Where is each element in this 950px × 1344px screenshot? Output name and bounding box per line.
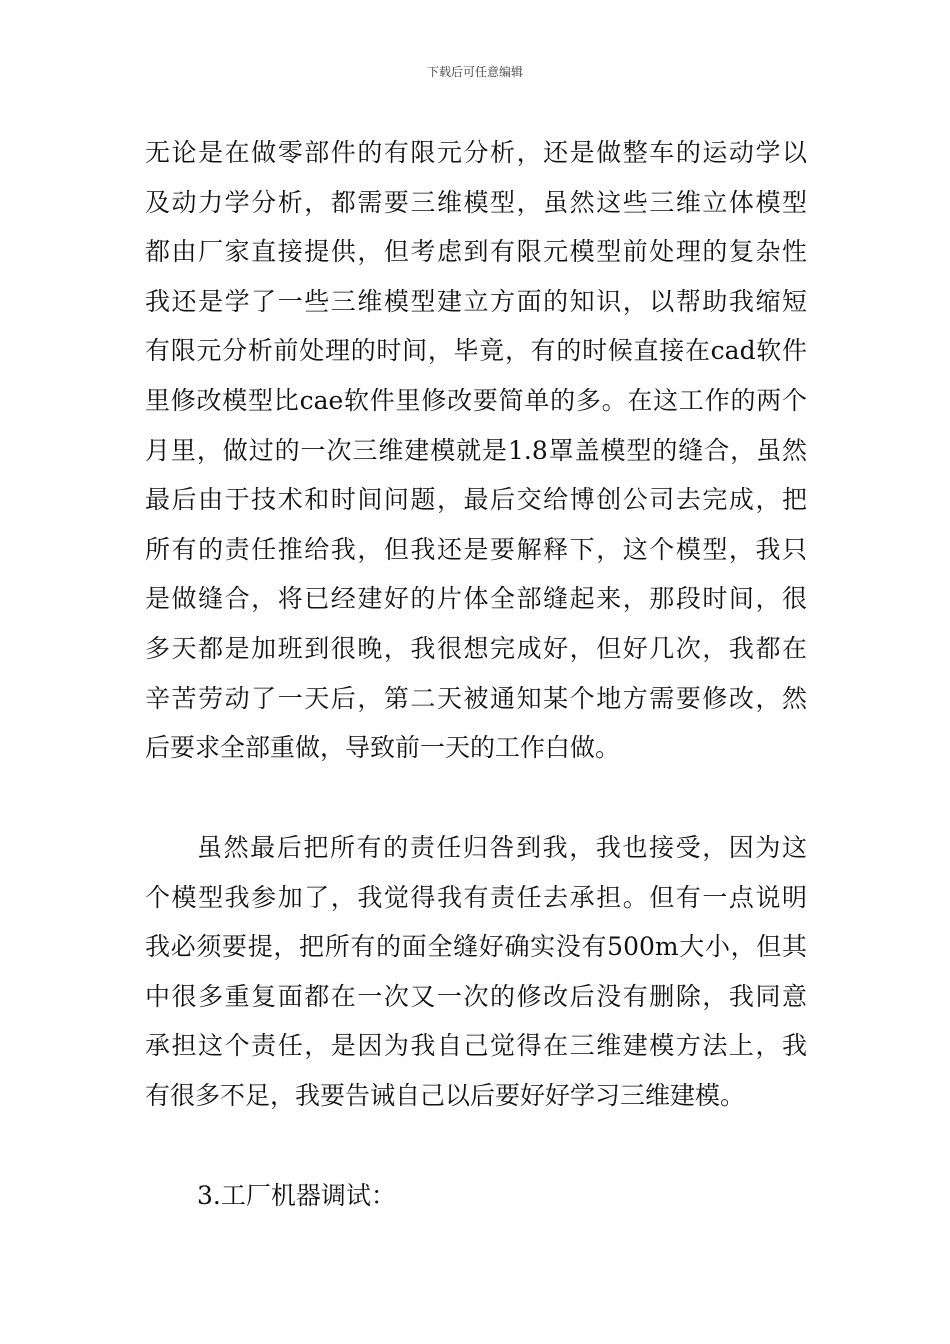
text-line: 我还是学了一些三维模型建立方面的知识，以帮助我缩短 [145,286,807,316]
section-heading [145,1171,807,1221]
text-line: 个模型我参加了，我觉得我有责任去承担。但有一点说明 [145,882,807,912]
text-line: 月里，做过的一次三维建模就是1.8罩盖模型的缝合，虽然 [145,435,807,465]
text-line: 及动力学分析，都需要三维模型，虽然这些三维立体模型 [145,187,807,217]
text-line: 我必须要提，把所有的面全缝好确实没有500m大小，但其 [145,932,807,962]
page-header: 下载后可任意编辑 [426,65,523,79]
heading-text: 3.工厂机器调试： [197,1181,396,1210]
paragraph-2 [145,823,807,1121]
text-line: 里修改模型比cae软件里修改要简单的多。在这工作的两个 [145,385,807,415]
text-line: 有限元分析前处理的时间，毕竟，有的时候直接在cad软件 [145,336,807,366]
text-line: 都由厂家直接提供，但考虑到有限元模型前处理的复杂性 [145,237,807,267]
text-line: 辛苦劳动了一天后，第二天被通知某个地方需要修改，然 [145,683,807,713]
text-line: 是做缝合，将已经建好的片体全部缝起来，那段时间，很 [145,584,807,614]
text-line: 虽然最后把所有的责任归咎到我，我也接受，因为这 [197,833,807,862]
text-line: 最后由于技术和时间问题，最后交给博创公司去完成，把 [145,485,807,515]
paragraph-1 [145,128,807,773]
text-line: 后要求全部重做，导致前一天的工作白做。 [145,733,621,763]
text-line: 无论是在做零部件的有限元分析，还是做整车的运动学以 [145,138,807,167]
text-line: 承担这个责任，是因为我自己觉得在三维建模方法上，我 [145,1031,807,1061]
text-line: 中很多重复面都在一次又一次的修改后没有删除，我同意 [145,981,807,1011]
text-line: 所有的责任推给我，但我还是要解释下，这个模型，我只 [145,534,807,564]
text-line: 有很多不足，我要告诫自己以后要好好学习三维建模。 [145,1080,746,1110]
text-line: 多天都是加班到很晚，我很想完成好，但好几次，我都在 [145,633,807,663]
